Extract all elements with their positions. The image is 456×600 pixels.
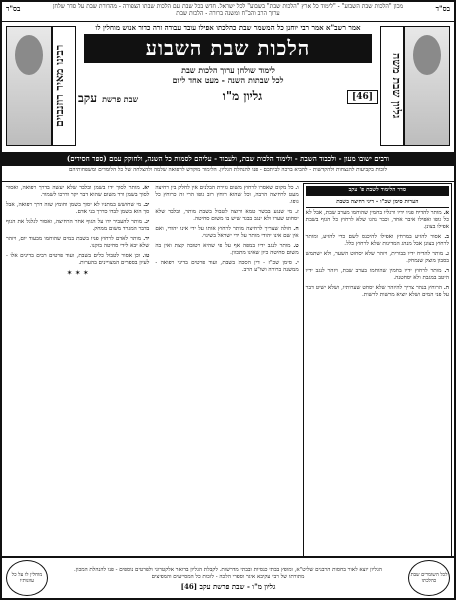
item-text: סימן שכ"ז - דין הסכה בשבת, ועוד פרטים בדיני רפואה - ממשנה ברורה ושו"ע הרב. [155, 260, 299, 273]
footer-line-2: מתורתו של רבי עקיבא איגר וספרי הלכה - לזכות כל המסייעים והמפיצים [151, 573, 305, 580]
column-left [4, 183, 151, 558]
item-text: מי שנגע בבשר טמא ורוצה לטבול בשבת מותר, ובלבד שלא יסחוט שערו ולא ינגב בבגד שיש בו משום סחיטה. [155, 209, 299, 222]
item-text: מותר להדיח ידיו בבורית, ויזהר שלא יסחוט השער, ולא ישתמש בסבון מוצק שנמחק. [305, 251, 449, 264]
halacha-item [155, 226, 298, 240]
item-text: מותר לרחוץ ידיו בחמין שהוחמו בערב שבת, ויזהר לנגב ידיו היטב במגבת ולא יסחטנה. [305, 268, 449, 281]
item-text: מותר לסוך ידו בשמן ובלבד שלא יעשה בדרך רפואה, ואסור לסוך בשמן ורד משום שהוא דבר יקר ודרכו לשמור. [6, 185, 150, 198]
footer-line-1: הגליון יוצא לאור בחסות הרבנים שליט"א, ומופץ בבתי כנסיות ובבתי מדרשות. לקבלת הגליון בדואר אלקטרוני ולפרטים נוספים - פנו להנהלת המכון. [74, 566, 382, 573]
item-text: חולה שצריך לרחיצה מותר לרחוץ אותו על ידי אינו יהודי, ואם אין שם אינו יהודי מותר על ידי ישראל בשינוי. [155, 226, 299, 239]
item-number: ו. [295, 185, 299, 191]
item-text: מותר לנגב ידיו במפה אף על פי שהיא רטובה קצת ואין בה משום סחיטה כיון שאינו מתכוון. [155, 243, 299, 256]
item-number: יא. [142, 185, 150, 191]
item-text: מותר להעביר ידו על הגוף אחר הרחיצה, ואסור לגלגל את הגוף בדבר המגרד משום ממחק. [6, 219, 150, 232]
parsha-label: שבת פרשת [102, 94, 139, 104]
parsha-block [78, 87, 138, 106]
halacha-item [155, 209, 298, 223]
halacha-item [306, 234, 449, 248]
seal-left: מוחלין לו על כל עוונותיו [6, 560, 48, 596]
footer [2, 556, 454, 598]
corner-bsd-right: בס"ד [435, 4, 450, 13]
halacha-item [6, 185, 149, 199]
item-text: וכן אסור לטבול כלים בשבת, ועוד פרטים רבים בדינים אלו - לעיון בספרים המצויינים בהערות. [6, 253, 150, 266]
main-title: הלכות שבת השבוע [145, 36, 311, 60]
rabbi-portrait-right [404, 26, 450, 146]
top-info-line: מכון "הלכות שבת השבוע" - "לימוד כל ארץ "הלכות שבת" בשבוע" לכל ישראל. חדש בכל שבת עם הלכות שבתו הצפורה - מהדורת שבת על סדר שלחן ערוך הרב והב"ח ומשנה ברורה - הלכות שבת [2, 2, 454, 22]
item-number: ח. [293, 226, 299, 232]
portrait-face [413, 35, 441, 75]
halacha-item [6, 236, 149, 250]
item-number: א. [443, 210, 449, 216]
vertical-title-right: גליון שבת משה [380, 26, 404, 146]
parsha-name: עקב [78, 91, 98, 105]
item-text: מי שחושש במתניו לא יסוך בשמן וחומץ שזה דרך רפואה, אבל סך הוא בשמן לבדו כדרך בני אדם. [6, 202, 150, 215]
column-right [303, 183, 452, 558]
halacha-item [155, 243, 298, 257]
masthead [2, 22, 454, 154]
item-number: ט. [293, 243, 299, 249]
vertical-title-left: רבינו מאיר רוזנבוים [52, 26, 76, 146]
item-text: הרוחץ בנהר צריך להיזהר שלא יסחט שערותיו, ושלא ישיט דבר על פני המים ושלא יוציא מרשות לרשות. [305, 285, 449, 298]
seal-right: לכל השומרים שבת כהלכתו [408, 560, 450, 596]
item-number: ג. [445, 251, 449, 257]
item-text: אסור להזיע במרחץ ואפילו להיכנס לשם כדי להזיע, ומותר לרחוץ בצונן אבל מנהג המדינות שלא לרחוץ כלל. [305, 234, 449, 247]
rabbi-portrait-left [6, 26, 52, 146]
halacha-item [306, 268, 449, 282]
content-columns [4, 183, 452, 558]
item-text: מותר לאדם לרחוץ פניו בשבת במים שהוחמו מבעוד יום, ויזהר שלא יבא לידי סחיטה בזקנו. [6, 236, 150, 249]
sponsorship-note: לזכות בקביעות להנצחות ולהקדשות - להביא ברכה לביתכם - פנו להנהלת הגליון. הלימוד מוקדש לרפואה שלמה ולהצלחה של כל הלומדים ומשפחותיהם [2, 166, 454, 182]
issue-number-box: [46] [347, 90, 378, 104]
item-number: י. [295, 260, 299, 266]
title-box [84, 34, 372, 63]
halacha-item [155, 260, 298, 274]
masthead-center [78, 24, 378, 150]
halacha-item [6, 219, 149, 233]
halacha-item [306, 285, 449, 299]
subtitle-2: לכל שבתות השנה - מעט אחד ליום [172, 75, 284, 85]
item-number: יב. [143, 202, 150, 208]
item-number: ד. [444, 268, 449, 274]
item-number: טו. [142, 253, 150, 259]
item-number: ב. [444, 234, 450, 240]
corner-bsd-left: בס"ד [6, 4, 21, 13]
halacha-item [306, 210, 449, 231]
item-text: מותר להדיח פניו ידיו ורגליו בחמין שהוחמו מערב שבת, אבל לא כל גופו ואפילו איבר אחד, וכבר נהגו שלא לרחוץ כל הגוף בשבת אפילו בצונן. [305, 210, 449, 230]
item-number: יג. [144, 219, 150, 225]
item-number: יד. [143, 236, 150, 242]
column-middle [153, 183, 300, 558]
separator-stars: ✶ ✶ ✶ [66, 269, 89, 277]
portrait-face [15, 35, 43, 75]
section-title: סדר הלימוד לשבת פ' עקב [306, 186, 449, 196]
subtitle-1: לימוד שולחן ערוך הלכות שבת [181, 65, 275, 75]
footer-info [52, 567, 404, 590]
halacha-item [306, 251, 449, 265]
footer-issue-line: גליון מ"ו - שבת פרשת עקב [46] [180, 581, 276, 591]
halacha-item [155, 185, 298, 206]
issue-label: גליון מ"ו [222, 89, 263, 103]
issue-row [78, 87, 378, 106]
mission-band: ורבים ישובו מעון - ולכבוד השבת - ולימוד הלכות שבת, ולעבוד - עליהם לסמות כל השנה, ולחוקק עמם (ספר חסידים) [2, 152, 454, 166]
dedication-quote: אמר רשב"א אמר רבי יוחנן כל המשמר שבת כהלכתו אפילו עובד עבודה זרה כדור אנוש מוחלין לו [95, 23, 361, 32]
halacha-item [6, 253, 149, 267]
item-number: ז. [295, 209, 299, 215]
item-text: כל מקום שאסרו לרחוץ משום גזירת הבלנים אין לחלק בין רחיצה מעט לרחיצה הרבה, וכל שהוא רוחץ רוב גופו הרי זה כרוחץ כל גופו. [155, 185, 299, 205]
halacha-item [6, 202, 149, 216]
item-number: ה. [443, 285, 449, 291]
section-subtitle: הערות סימן שכ"ו - דיני רחיצה בשבת [306, 198, 449, 208]
